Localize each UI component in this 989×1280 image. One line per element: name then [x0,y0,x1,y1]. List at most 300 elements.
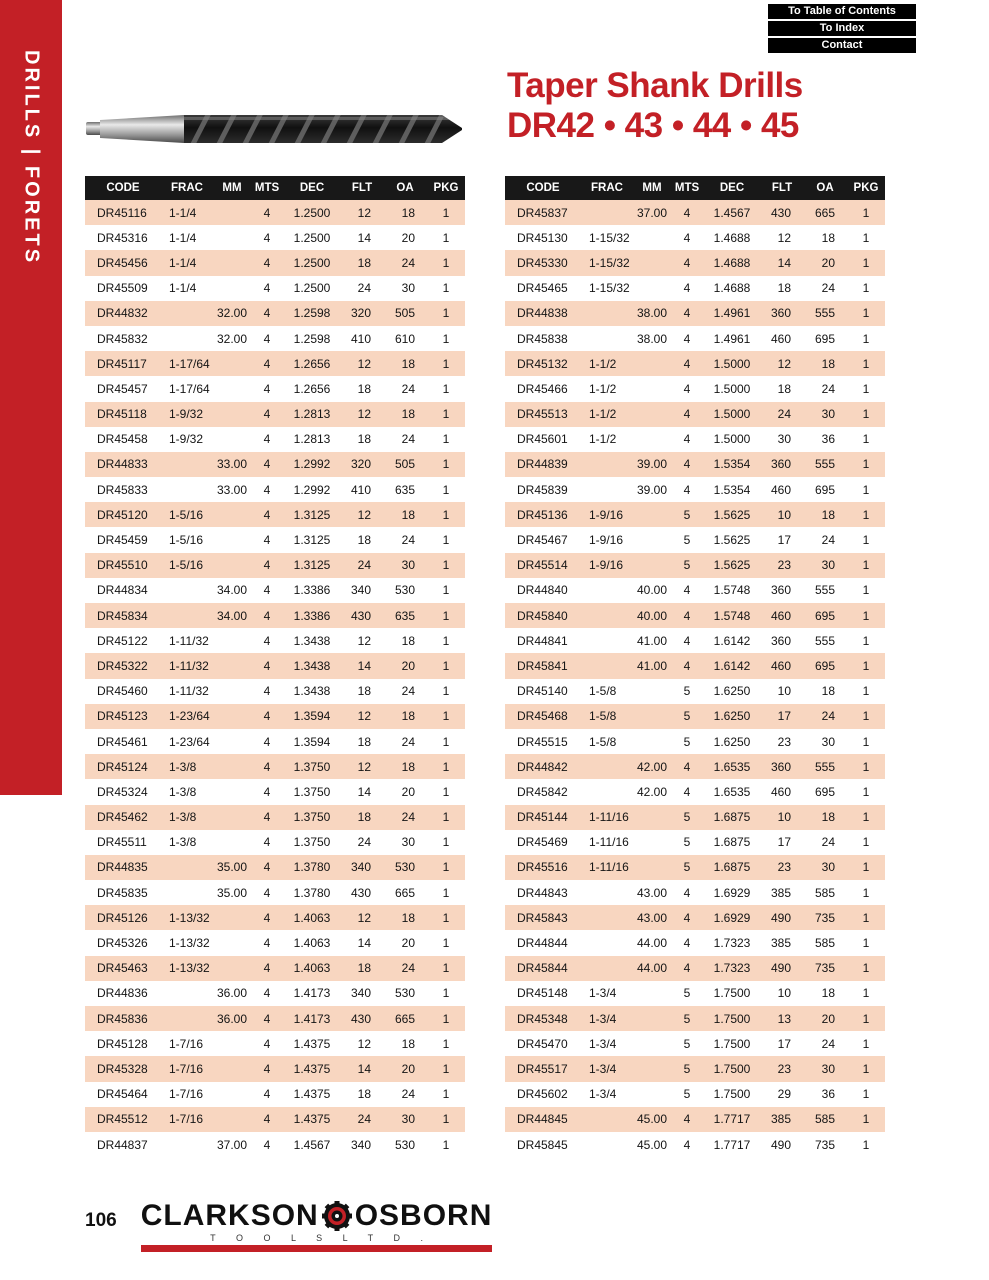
cell-flt: 430 [761,200,803,225]
table-row [85,1056,465,1081]
cell-frac: 1-3/4 [589,1036,617,1051]
cell-flt: 29 [777,1087,791,1102]
cell-dec: 1.3125 [283,502,341,527]
cell-dec: 1.2598 [283,301,341,326]
cell-mm [213,351,251,376]
cell-dec: 1.2813 [293,432,331,447]
cell-pkg: 1 [862,734,870,749]
cell-mts: 5 [683,835,691,850]
cell-dec: 1.6535 [713,784,751,799]
cell-mm: 33.00 [213,452,251,477]
cell-flt: 460 [761,653,803,678]
cell-code: DR45466 [517,381,568,396]
cell-pkg: 1 [427,452,465,477]
cell-dec: 1.2500 [283,250,341,275]
table-row [505,427,885,452]
cell-oa: 18 [383,351,427,376]
cell-code: DR45841 [505,653,581,678]
cell-frac: 1-3/4 [581,1006,633,1031]
cell-oa: 18 [803,805,847,830]
table-header-row [85,176,465,200]
cell-mts: 4 [263,633,271,648]
cell-mts: 5 [671,502,703,527]
cell-mts: 4 [251,452,283,477]
table-row [85,981,465,1006]
cell-frac: 1-13/32 [161,956,213,981]
cell-pkg: 1 [847,653,885,678]
cell-frac: 1-3/4 [589,1087,617,1102]
cell-mm [633,1056,671,1081]
cell-frac: 1-23/64 [169,734,210,749]
cell-flt: 24 [357,835,371,850]
cell-flt: 14 [341,653,383,678]
cell-mts: 5 [683,684,691,699]
cell-code: DR44839 [505,452,581,477]
cell-oa: 24 [803,704,847,729]
cell-mm [213,1031,251,1056]
column-header-code: CODE [505,176,581,200]
cell-code: DR45515 [517,734,568,749]
cell-flt: 24 [761,402,803,427]
cell-mm: 38.00 [633,301,671,326]
cell-flt: 14 [357,230,371,245]
cell-code: DR45348 [505,1006,581,1031]
cell-oa: 18 [401,633,415,648]
cell-dec: 1.6929 [713,885,751,900]
cell-pkg: 1 [862,936,870,951]
cell-mm [633,830,671,855]
cell-dec: 1.6142 [703,653,761,678]
cell-flt: 430 [341,1006,383,1031]
cell-pkg: 1 [442,381,450,396]
cell-code: DR45839 [517,482,568,497]
cell-frac [161,326,213,351]
cell-pkg: 1 [847,402,885,427]
column-header-pkg: PKG [847,176,885,200]
cell-pkg: 1 [862,885,870,900]
cell-mts: 4 [263,885,271,900]
column-header-flt: FLT [761,176,803,200]
cell-dec: 1.4173 [293,986,331,1001]
cell-code: DR45130 [517,230,568,245]
table-row [85,250,465,275]
cell-pkg: 1 [862,1137,870,1152]
nav-to-index-button[interactable]: To Index [768,21,916,36]
cell-code: DR45128 [97,1036,148,1051]
cell-oa: 695 [814,331,835,346]
table-row [85,779,465,804]
gear-icon [321,1200,353,1232]
cell-code: DR45126 [85,905,161,930]
cell-mm [633,376,671,401]
cell-pkg: 1 [847,200,885,225]
cell-code: DR45517 [505,1056,581,1081]
cell-oa: 30 [803,402,847,427]
cell-mts: 5 [683,986,691,1001]
cell-flt: 360 [770,583,791,598]
cell-frac: 1-15/32 [589,230,630,245]
cell-oa: 18 [401,1036,415,1051]
cell-flt: 10 [761,805,803,830]
column-header-code: CODE [85,176,161,200]
cell-mm: 39.00 [633,452,671,477]
cell-frac [161,477,213,502]
cell-oa: 18 [821,684,835,699]
cell-flt: 320 [341,301,383,326]
cell-mm [213,553,251,578]
cell-flt: 385 [770,936,791,951]
cell-mm [633,351,671,376]
cell-dec: 1.4688 [713,230,751,245]
cell-oa: 18 [383,754,427,779]
cell-pkg: 1 [847,805,885,830]
cell-oa: 505 [383,452,427,477]
table-row [505,553,885,578]
table-row [505,905,885,930]
table-row [505,250,885,275]
cell-frac [581,779,633,804]
cell-mm: 42.00 [633,754,671,779]
cell-pkg: 1 [442,835,450,850]
cell-mm [213,956,251,981]
table-row [505,1031,885,1056]
cell-pkg: 1 [862,583,870,598]
cell-oa: 24 [821,533,835,548]
cell-oa: 20 [803,250,847,275]
cell-dec: 1.4375 [283,1107,341,1132]
cell-dec: 1.6875 [703,855,761,880]
cell-flt: 340 [350,986,371,1001]
table-row [85,1132,465,1157]
cell-code: DR45833 [97,482,148,497]
cell-code: DR45467 [517,533,568,548]
cell-dec: 1.4961 [713,331,751,346]
cell-pkg: 1 [442,482,450,497]
table-row [85,326,465,351]
brand-logo [141,1200,493,1252]
cell-frac: 1-7/16 [161,1056,213,1081]
cell-mm [213,427,251,452]
table-row [85,905,465,930]
table-row [85,930,465,955]
table-row [505,502,885,527]
cell-mm [633,250,671,275]
cell-pkg: 1 [862,230,870,245]
cell-oa: 18 [383,200,427,225]
cell-pkg: 1 [427,1056,465,1081]
cell-mm [213,1082,251,1107]
cell-mm: 41.00 [636,633,667,648]
cell-pkg: 1 [442,230,450,245]
cell-flt: 23 [761,1056,803,1081]
cell-flt: 24 [341,553,383,578]
table-row [85,402,465,427]
cell-mm [213,704,251,729]
cell-oa: 24 [821,835,835,850]
cell-oa: 20 [803,1006,847,1031]
cell-mm [633,402,671,427]
cell-frac: 1-1/2 [589,381,617,396]
nav-contact-button[interactable]: Contact [768,38,916,53]
table-row [505,402,885,427]
cell-pkg: 1 [847,603,885,628]
cell-frac [161,1132,213,1157]
table-row [505,930,885,955]
cell-oa: 18 [803,351,847,376]
cell-dec: 1.7500 [703,1056,761,1081]
cell-flt: 360 [770,633,791,648]
cell-mts: 4 [671,351,703,376]
cell-frac [581,326,633,351]
table-row [85,956,465,981]
table-row [505,754,885,779]
cell-frac [581,930,633,955]
cell-mm: 44.00 [633,956,671,981]
cell-oa: 30 [383,553,427,578]
cell-mm [213,805,251,830]
cell-frac: 1-5/16 [161,502,213,527]
cell-oa: 24 [401,734,415,749]
cell-code: DR45316 [97,230,148,245]
cell-pkg: 1 [442,1137,450,1152]
cell-pkg: 1 [862,381,870,396]
table-row [85,1031,465,1056]
cell-mts: 4 [251,1107,283,1132]
cell-oa: 24 [401,1087,415,1102]
cell-dec: 1.4173 [283,1006,341,1031]
cell-code: DR45514 [505,553,581,578]
table-row [505,830,885,855]
cell-dec: 1.2656 [283,351,341,376]
cell-mm: 37.00 [633,200,671,225]
cell-code: DR45123 [85,704,161,729]
cell-code: DR45124 [85,754,161,779]
cell-mts: 4 [251,250,283,275]
cell-oa: 585 [814,936,835,951]
cell-flt: 17 [777,835,791,850]
table-row [85,603,465,628]
cell-dec: 1.2500 [293,230,331,245]
cell-oa: 695 [814,482,835,497]
cell-dec: 1.5625 [713,533,751,548]
cell-code: DR45843 [505,905,581,930]
cell-mm [213,276,251,301]
cell-dec: 1.2500 [293,281,331,296]
cell-frac [581,301,633,326]
cell-code: DR45837 [505,200,581,225]
cell-code: DR45834 [85,603,161,628]
cell-flt: 14 [341,1056,383,1081]
cell-mm: 45.00 [633,1107,671,1132]
cell-flt: 10 [777,986,791,1001]
table-row [85,729,465,754]
cell-oa: 18 [383,905,427,930]
table-row [85,276,465,301]
cell-mts: 5 [671,855,703,880]
cell-dec: 1.2992 [283,452,341,477]
cell-dec: 1.5000 [713,381,751,396]
cell-mm: 36.00 [213,1006,251,1031]
cell-dec: 1.3438 [283,653,341,678]
cell-mts: 4 [263,986,271,1001]
cell-mts: 4 [251,603,283,628]
cell-oa: 36 [821,1087,835,1102]
cell-dec: 1.7500 [713,1087,751,1102]
cell-frac: 1-13/32 [161,905,213,930]
nav-to-table-of-contents-button[interactable]: To Table of Contents [768,4,916,19]
cell-mm [633,679,671,704]
cell-flt: 12 [341,754,383,779]
cell-mm [213,527,251,552]
cell-code: DR45140 [517,684,568,699]
cell-dec: 1.2813 [283,402,341,427]
cell-code: DR45513 [505,402,581,427]
table-row [85,301,465,326]
cell-code: DR44836 [97,986,148,1001]
cell-pkg: 1 [442,986,450,1001]
cell-dec: 1.2598 [293,331,331,346]
cell-pkg: 1 [442,331,450,346]
cell-flt: 340 [350,1137,371,1152]
cell-flt: 12 [341,351,383,376]
cell-flt: 18 [341,250,383,275]
cell-pkg: 1 [427,704,465,729]
cell-flt: 23 [777,734,791,749]
cell-mts: 4 [683,331,691,346]
cell-dec: 1.6875 [703,805,761,830]
cell-code: DR45132 [505,351,581,376]
cell-pkg: 1 [427,1107,465,1132]
cell-frac: 1-23/64 [161,704,213,729]
cell-dec: 1.6142 [713,633,751,648]
cell-pkg: 1 [862,784,870,799]
cell-code: DR45324 [97,784,148,799]
cell-dec: 1.4375 [293,1087,331,1102]
cell-pkg: 1 [847,754,885,779]
cell-mm [213,628,251,653]
cell-oa: 18 [383,704,427,729]
table-row [85,502,465,527]
cell-frac: 1-13/32 [169,936,210,951]
cell-mm: 45.00 [636,1137,667,1152]
cell-pkg: 1 [862,1036,870,1051]
cell-pkg: 1 [862,331,870,346]
cell-oa: 24 [821,281,835,296]
cell-oa: 30 [401,281,415,296]
cell-mm [213,905,251,930]
cell-pkg: 1 [442,533,450,548]
cell-oa: 505 [383,301,427,326]
cell-flt: 12 [341,704,383,729]
cell-code: DR45510 [85,553,161,578]
cell-pkg: 1 [427,402,465,427]
cell-mm: 41.00 [633,653,671,678]
cell-code: DR44840 [517,583,568,598]
cell-pkg: 1 [427,1006,465,1031]
table-row [85,553,465,578]
cell-flt: 360 [761,452,803,477]
cell-mm [633,527,671,552]
cell-mm [213,376,251,401]
cell-frac: 1-11/16 [581,855,633,880]
cell-code: DR45460 [97,684,148,699]
table-row [505,1056,885,1081]
table-row [505,452,885,477]
cell-pkg: 1 [847,704,885,729]
cell-flt: 12 [341,502,383,527]
cell-dec: 1.3594 [283,704,341,729]
cell-frac [581,477,633,502]
cell-frac [581,905,633,930]
cell-frac: 1-3/4 [581,1056,633,1081]
cell-dec: 1.3386 [293,583,331,598]
cell-frac [161,880,213,905]
cell-dec: 1.6535 [703,754,761,779]
cell-frac [161,603,213,628]
page-subtitle: DR42 • 43 • 44 • 45 [507,106,799,145]
cell-code: DR45470 [517,1036,568,1051]
table-row [85,427,465,452]
cell-pkg: 1 [442,1036,450,1051]
cell-mm: 40.00 [636,583,667,598]
cell-dec: 1.6929 [703,905,761,930]
table-row [505,477,885,502]
cell-frac: 1-11/16 [589,835,629,850]
cell-code: DR45511 [97,835,147,850]
cell-oa: 635 [383,603,427,628]
cell-code: DR44841 [517,633,568,648]
cell-mm [213,729,251,754]
cell-flt: 18 [777,281,791,296]
sidebar-drills-band [0,0,62,795]
cell-dec: 1.7500 [703,1006,761,1031]
cell-oa: 30 [803,855,847,880]
cell-frac: 1-17/64 [161,351,213,376]
cell-mm [633,1031,671,1056]
cell-flt: 18 [357,432,371,447]
table-row [85,880,465,905]
cell-mm: 36.00 [216,986,247,1001]
table-row [85,1082,465,1107]
cell-mm [213,250,251,275]
cell-mm: 35.00 [213,855,251,880]
cell-frac: 1-9/16 [581,553,633,578]
cell-pkg: 1 [427,301,465,326]
cell-mm: 39.00 [636,482,667,497]
cell-pkg: 1 [427,250,465,275]
cell-oa: 665 [394,885,415,900]
cell-mm: 40.00 [633,603,671,628]
cell-pkg: 1 [427,956,465,981]
cell-dec: 1.7717 [703,1107,761,1132]
cell-mts: 4 [263,936,271,951]
cell-pkg: 1 [442,885,450,900]
table-row [85,477,465,502]
cell-mm [633,427,671,452]
table-row [85,1107,465,1132]
cell-mts: 4 [671,250,703,275]
cell-dec: 1.3386 [283,603,341,628]
cell-dec: 1.3750 [283,754,341,779]
cell-flt: 410 [350,482,371,497]
table-row [505,578,885,603]
cell-mts: 4 [251,301,283,326]
cell-flt: 10 [777,684,791,699]
cell-oa: 555 [803,452,847,477]
cell-dec: 1.4567 [703,200,761,225]
table-row [505,1006,885,1031]
cell-mts: 4 [263,381,271,396]
